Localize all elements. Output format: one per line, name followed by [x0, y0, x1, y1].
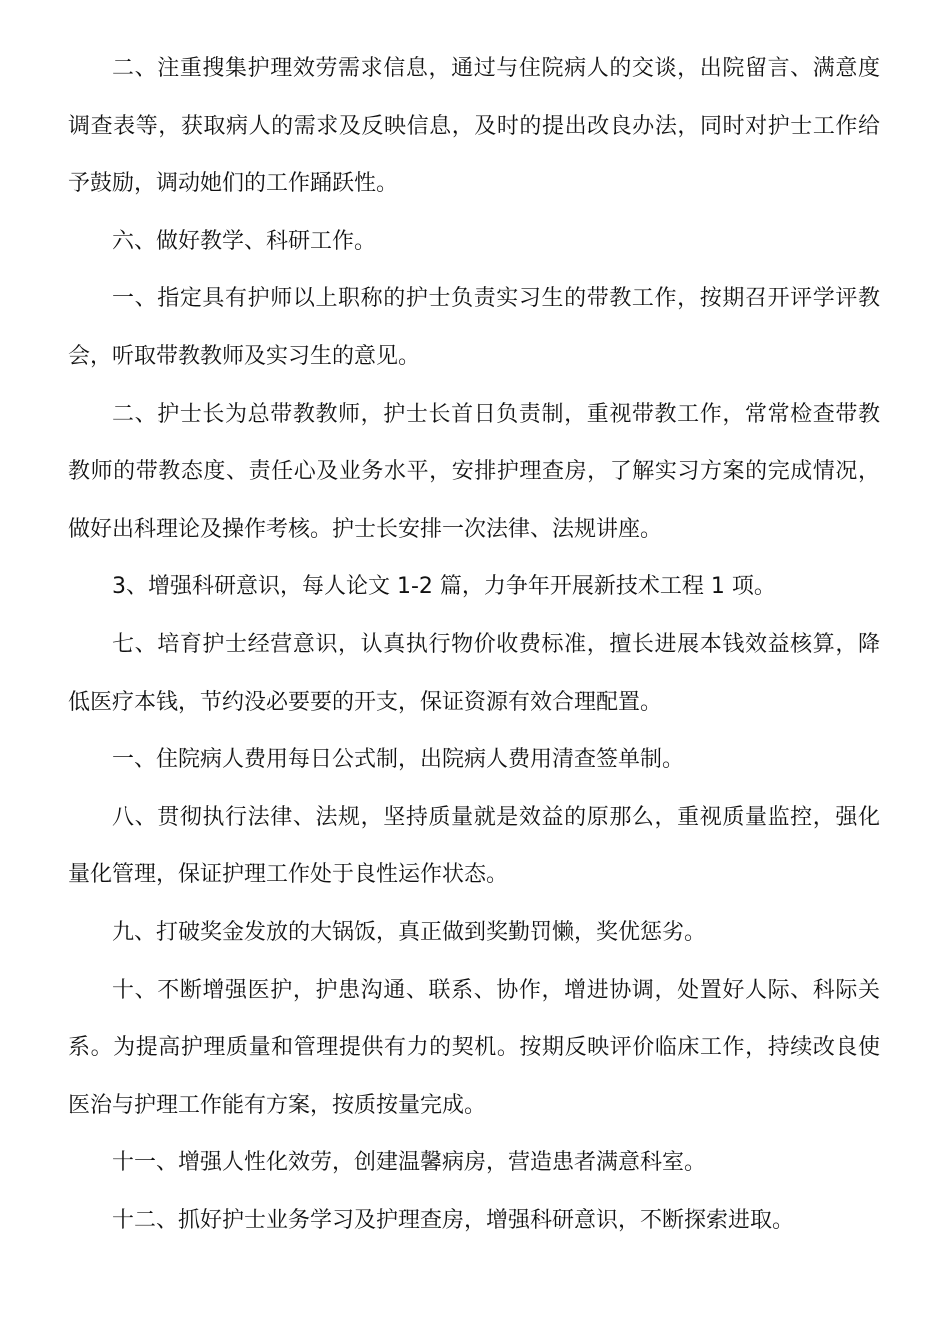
paragraph-business-awareness: 七、培育护士经营意识，认真执行物价收费标准，擅长进展本钱效益核算，降低医疗本钱，节约没必要要的开支，保证资源有效合理配置。 [68, 631, 880, 715]
paragraph-bonus: 九、打破奖金发放的大锅饭，真正做到奖勤罚懒，奖优惩劣。 [112, 919, 707, 945]
paragraph-head-nurse-teaching: 二、护士长为总带教教师，护士长首日负责制，重视带教工作，常常检查带教教师的带教态度、责任心及业务水平，安排护理查房，了解实习方案的完成情况，做好出科理论及操作考核。护士长安排一次法律、法规讲座。 [68, 401, 880, 542]
paragraph-research-awareness: 3、增强科研意识，每人论文 1-2 篇，力争年开展新技术工程 1 项。 [112, 574, 776, 600]
paragraph-teaching-research: 六、做好教学、科研工作。 [112, 228, 377, 254]
paragraph-service-feedback: 二、注重搜集护理效劳需求信息，通过与住院病人的交谈，出院留言、满意度调查表等，获取病人的需求及反映信息，及时的提出改良办法，同时对护士工作给予鼓励，调动她们的工作踊跃性。 [68, 56, 880, 197]
paragraph-humanized-service: 十一、增强人性化效劳，创建温馨病房，营造患者满意科室。 [112, 1150, 707, 1176]
paragraph-communication: 十、不断增强医护，护患沟通、联系、协作，增进协调，处置好人际、科际关系。为提高护理质量和管理提供有力的契机。按期反映评价临床工作，持续改良使医治与护理工作能有方案，按质按量完成。 [68, 977, 880, 1118]
paragraph-intern-teaching: 一、指定具有护师以上职称的护士负责实习生的带教工作，按期召开评学评教会，听取带教教师及实习生的意见。 [68, 286, 880, 369]
paragraph-study-rounds: 十二、抓好护士业务学习及护理查房，增强科研意识，不断探索进取。 [112, 1207, 795, 1233]
document-body [68, 40, 880, 1249]
paragraph-quality-control: 八、贯彻执行法律、法规，坚持质量就是效益的原那么，重视质量监控，强化量化管理，保证护理工作处于良性运作状态。 [68, 804, 880, 888]
paragraph-billing: 一、住院病人费用每日公式制，出院病人费用清查签单制。 [112, 747, 685, 773]
